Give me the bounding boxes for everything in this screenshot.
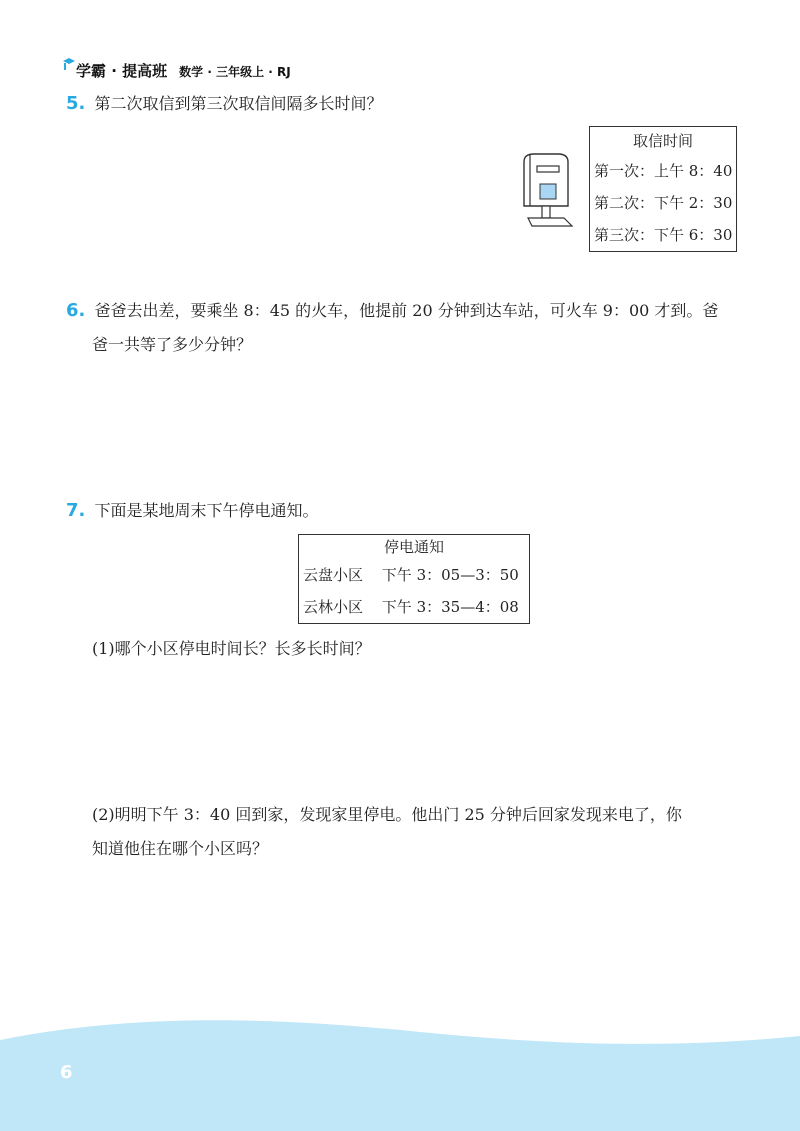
sub-question-2-line2: 知道他住在哪个小区吗？	[92, 839, 269, 858]
question-number: 5.	[66, 93, 86, 114]
question-6	[66, 294, 746, 362]
notice-row	[299, 559, 529, 591]
question-text-line2: 爸一共等了多少分钟？	[92, 335, 253, 354]
sub-question-2	[92, 798, 752, 866]
community-name: 云林小区	[303, 598, 364, 616]
community-name: 云盘小区	[303, 566, 364, 584]
question-7	[66, 494, 318, 528]
footer-wave	[0, 1000, 800, 1131]
question-number: 6.	[66, 300, 86, 321]
table-row: 第一次：上午 8：40	[594, 162, 733, 180]
question-number: 7.	[66, 500, 86, 521]
question-text: 下面是某地周末下午停电通知。	[94, 501, 319, 520]
table-title: 取信时间	[632, 132, 693, 150]
graduation-cap-icon	[62, 56, 76, 74]
question-text: 第二次取信到第三次取信间隔多长时间？	[94, 94, 383, 113]
sub-question-1: (1)哪个小区停电时间长？长多长时间？	[92, 639, 371, 658]
power-outage-notice	[298, 534, 530, 624]
table-row: 第二次：下午 2：30	[594, 194, 733, 212]
outage-time: 下午 3：05—3：50	[381, 566, 519, 584]
page-header	[76, 60, 291, 81]
notice-row	[299, 591, 529, 623]
sub-question-2-line1: (2)明明下午 3：40 回到家，发现家里停电。他出门 25 分钟后回家发现来电了，你	[92, 805, 682, 824]
table-row: 第三次：下午 6：30	[594, 226, 733, 244]
notice-title: 停电通知	[383, 538, 444, 556]
question-text-line1: 爸爸去出差，要乘坐 8：45 的火车，他提前 20 分钟到达车站，可火车 9：00 才到。爸	[94, 301, 719, 320]
question-5	[66, 87, 382, 121]
brand-title: 学霸 · 提高班	[76, 62, 168, 80]
outage-time: 下午 3：35—4：08	[381, 598, 519, 616]
page-number: 6	[60, 1062, 73, 1083]
subject-label: 数学 · 三年级上 · RJ	[179, 65, 291, 79]
mailbox-icon	[520, 152, 580, 230]
mail-pickup-table	[589, 126, 737, 252]
